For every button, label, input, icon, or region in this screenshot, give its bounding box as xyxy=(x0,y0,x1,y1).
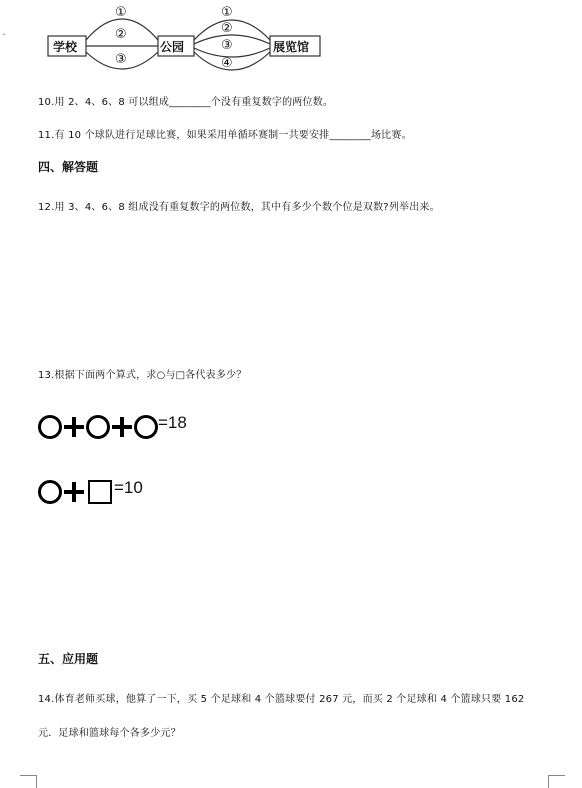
equation-1 xyxy=(38,412,187,440)
route-label-left-3: ③ xyxy=(115,52,127,67)
circle-symbol xyxy=(38,480,62,504)
route-label-right-3: ③ xyxy=(221,38,233,53)
plus-symbol xyxy=(64,482,84,502)
question-11: 11.有 10 个球队进行足球比赛，如果采用单循环赛制一共要安排________场比赛。 xyxy=(38,130,412,141)
question-14-line-2: 元．足球和篮球每个各多少元？ xyxy=(38,728,181,739)
route-label-right-2: ② xyxy=(221,21,233,36)
museum-label: 展览馆 xyxy=(273,40,310,54)
circle-symbol xyxy=(38,415,62,439)
square-symbol xyxy=(88,480,112,504)
question-10: 10.用 2、4、6、8 可以组成________个没有重复数字的两位数。 xyxy=(38,97,334,108)
question-14-line-1: 14.体育老师买球，他算了一下，买 5 个足球和 4 个篮球要付 267 元，而买 2 个足球和 4 个篮球只要 162 xyxy=(38,694,525,705)
equation-1-result: =18 xyxy=(158,412,187,432)
section-heading-5: 五、应用题 xyxy=(38,652,99,666)
route-label-right-4: ④ xyxy=(221,56,233,71)
question-13: 13.根据下面两个算式，求○与□各代表多少？ xyxy=(38,370,247,381)
page-corner-bottom-left xyxy=(20,775,37,788)
route-label-right-1: ① xyxy=(221,5,233,20)
plus-symbol xyxy=(112,417,132,437)
question-12: 12.用 3、4、6、8 组成没有重复数字的两位数，其中有多少个数个位是双数?列举出来。 xyxy=(38,202,440,213)
section-heading-4: 四、解答题 xyxy=(38,160,99,174)
route-label-left-1: ① xyxy=(115,5,127,20)
circle-symbol xyxy=(134,415,158,439)
page-corner-bottom-right xyxy=(548,775,565,788)
plus-symbol xyxy=(64,417,84,437)
margin-caret-mark: ˇ xyxy=(2,33,6,42)
circle-symbol xyxy=(86,415,110,439)
equation-2 xyxy=(38,477,143,505)
school-label: 学校 xyxy=(53,40,78,54)
park-label: 公园 xyxy=(160,40,185,54)
equation-2-result: =10 xyxy=(114,477,143,497)
route-label-left-2: ② xyxy=(115,27,127,42)
